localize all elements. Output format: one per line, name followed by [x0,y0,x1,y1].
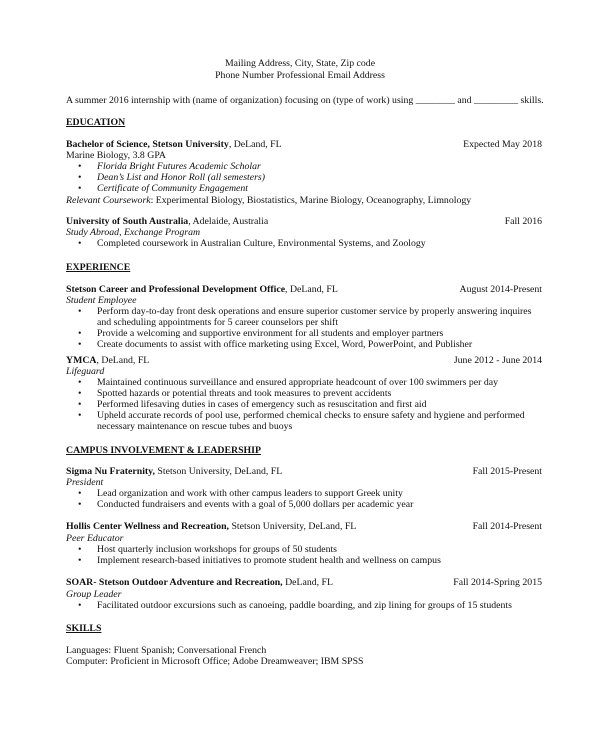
usa-school: University of South Australia [66,216,189,227]
campus-heading: CAMPUS INVOLVEMENT & LEADERSHIP [66,445,261,456]
hollis-role: Peer Educator [66,533,124,544]
stetson-career-role: Student Employee [66,295,137,306]
ymca-date: June 2012 - June 2014 [453,355,542,366]
skills-languages: Languages: Fluent Spanish; Conversational French [66,645,267,656]
bullet-icon: • [78,377,82,388]
bullet-icon: • [78,399,82,410]
hollis-title: Hollis Center Wellness and Recreation, Stetson University, DeLand, FL [66,521,357,532]
sigma-title: Sigma Nu Fraternity, Stetson University, DeLand, FL [66,466,283,477]
bullet-icon: • [78,183,82,194]
bullet-icon: • [78,161,82,172]
resume-page: Mailing Address, City, State, Zip code Phone Number Professional Email Address A summer 2016 internship with (name of organization) focusing on (type of work) using ________ and _________ skills. EDUCATION Bachelor of Science, Stetson University, DeLand, FL Expected May 2018 Marine Biology, 3.8 GPA • Florida Bright Futures Academic Scholar • Dean’s List and Honor Roll (all semesters) • Certificate of Community Engagement Relevant Coursework: Experimental Biology, Biostatistics, Marine Biology, Oceanography, Limnology University of South Australia, Adelaide, Australia Fall 2016 Study Abroad, Exchange Program • Completed coursework in Australian Culture, Environmental Systems, and Zoology EXPERIENCE Stetson Career and Professional Development Office, DeLand, FL August 2014-Present Student Employee • Perform day-to-day front desk operations and ensure superior customer service by properly answering inquires and scheduling appointments for 5 career counselors per shift • Provide a welcoming and supportive environment for all students and employer partners • Create documents to assist with office marketing using Excel, Word, PowerPoint, and Publisher YMCA, DeLand, FL June 2012 - June 2014 Lifeguard • Maintained continuous surveillance and ensured appropriate headcount of over 100 swimmers per day • Spotted hazards or potential threats and took measures to prevent accidents • Performed lifesaving duties in cases of emergency such as resuscitation and first aid • Upheld accurate records of pool use, performed chemical checks to ensure safety and hygiene and performed necessary maintenance on rescue tubes and buoys CAMPUS INVOLVEMENT & LEADERSHIP Sigma Nu Fraternity, Stetson University, DeLand, FL Fall 2015-Present President • Lead organization and work with other campus leaders to support Greek unity • Conducted fundraisers and events with a goal of 5,000 dollars per academic year Hollis Center Wellness and Recreation, Stetson University, DeLand, FL Fall 2014-Present Peer Educator • Host quarterly inclusion workshops for groups of 50 students • Implement research-based initiatives to promote student health and wellness on campus SOAR- Stetson Outdoor Adventure and Recreation, DeLand, FL Fall 2014-Spring 2015 Group Leader • Facilitated outdoor excursions such as canoeing, paddle boarding, and zip lining for groups of 15 students SKILLS Languages: Fluent Spanish; Conversational French Computer: Proficient in Microsoft Office; Adobe Dreamweaver; IBM SPSS [0,0,600,730]
usa-degree [66,216,268,227]
ymca-role: Lifeguard [66,366,105,377]
bullet-icon: • [78,555,82,566]
usa-program: Study Abroad, Exchange Program [66,227,201,238]
mailing-address: Mailing Address, City, State, Zip code [224,58,376,69]
stetson-major: Marine Biology, 3.8 GPA [66,150,166,161]
bullet-icon: • [78,238,82,249]
bullet-icon: • [78,328,82,339]
bullet-icon: • [78,600,82,611]
objective: A summer 2016 internship with (name of organization) focusing on (type of work) using ________ and _________ skills. [66,95,544,106]
bullet-icon: • [78,410,82,421]
experience-heading: EXPERIENCE [66,262,131,273]
bullet-icon: • [78,306,82,317]
stetson-coursework: Relevant Coursework: Experimental Biology, Biostatistics, Marine Biology, Oceanography, Limnology [66,195,472,206]
bullet-icon: • [78,388,82,399]
bullet-icon: • [78,499,82,510]
education-heading: EDUCATION [66,117,126,128]
ymca-title: YMCA, DeLand, FL [66,355,150,366]
hollis-date: Fall 2014-Present [472,521,542,532]
sigma-date: Fall 2015-Present [472,466,542,477]
usa-date: Fall 2016 [504,216,542,227]
bullet-icon: • [78,172,82,183]
skills-heading: SKILLS [66,623,102,634]
stetson-location: , DeLand, FL [228,139,282,150]
contact-line: Phone Number Professional Email Address [215,70,385,81]
sigma-role: President [66,477,104,488]
stetson-career-date: August 2014-Present [459,284,542,295]
bullet-icon: • [78,544,82,555]
stetson-degree [66,139,282,150]
soar-title: SOAR- Stetson Outdoor Adventure and Recreation, DeLand, FL [66,577,333,588]
skills-computer: Computer: Proficient in Microsoft Office; Adobe Dreamweaver; IBM SPSS [66,656,364,667]
stetson-date: Expected May 2018 [463,139,542,150]
stetson-career-title: Stetson Career and Professional Development Office, DeLand, FL [66,284,338,295]
soar-role: Group Leader [66,589,122,600]
soar-date: Fall 2014-Spring 2015 [453,577,542,588]
stetson-school: Bachelor of Science, Stetson University [66,139,229,150]
usa-location: , Adelaide, Australia [188,216,269,227]
bullet-icon: • [78,488,82,499]
bullet-icon: • [78,339,82,350]
